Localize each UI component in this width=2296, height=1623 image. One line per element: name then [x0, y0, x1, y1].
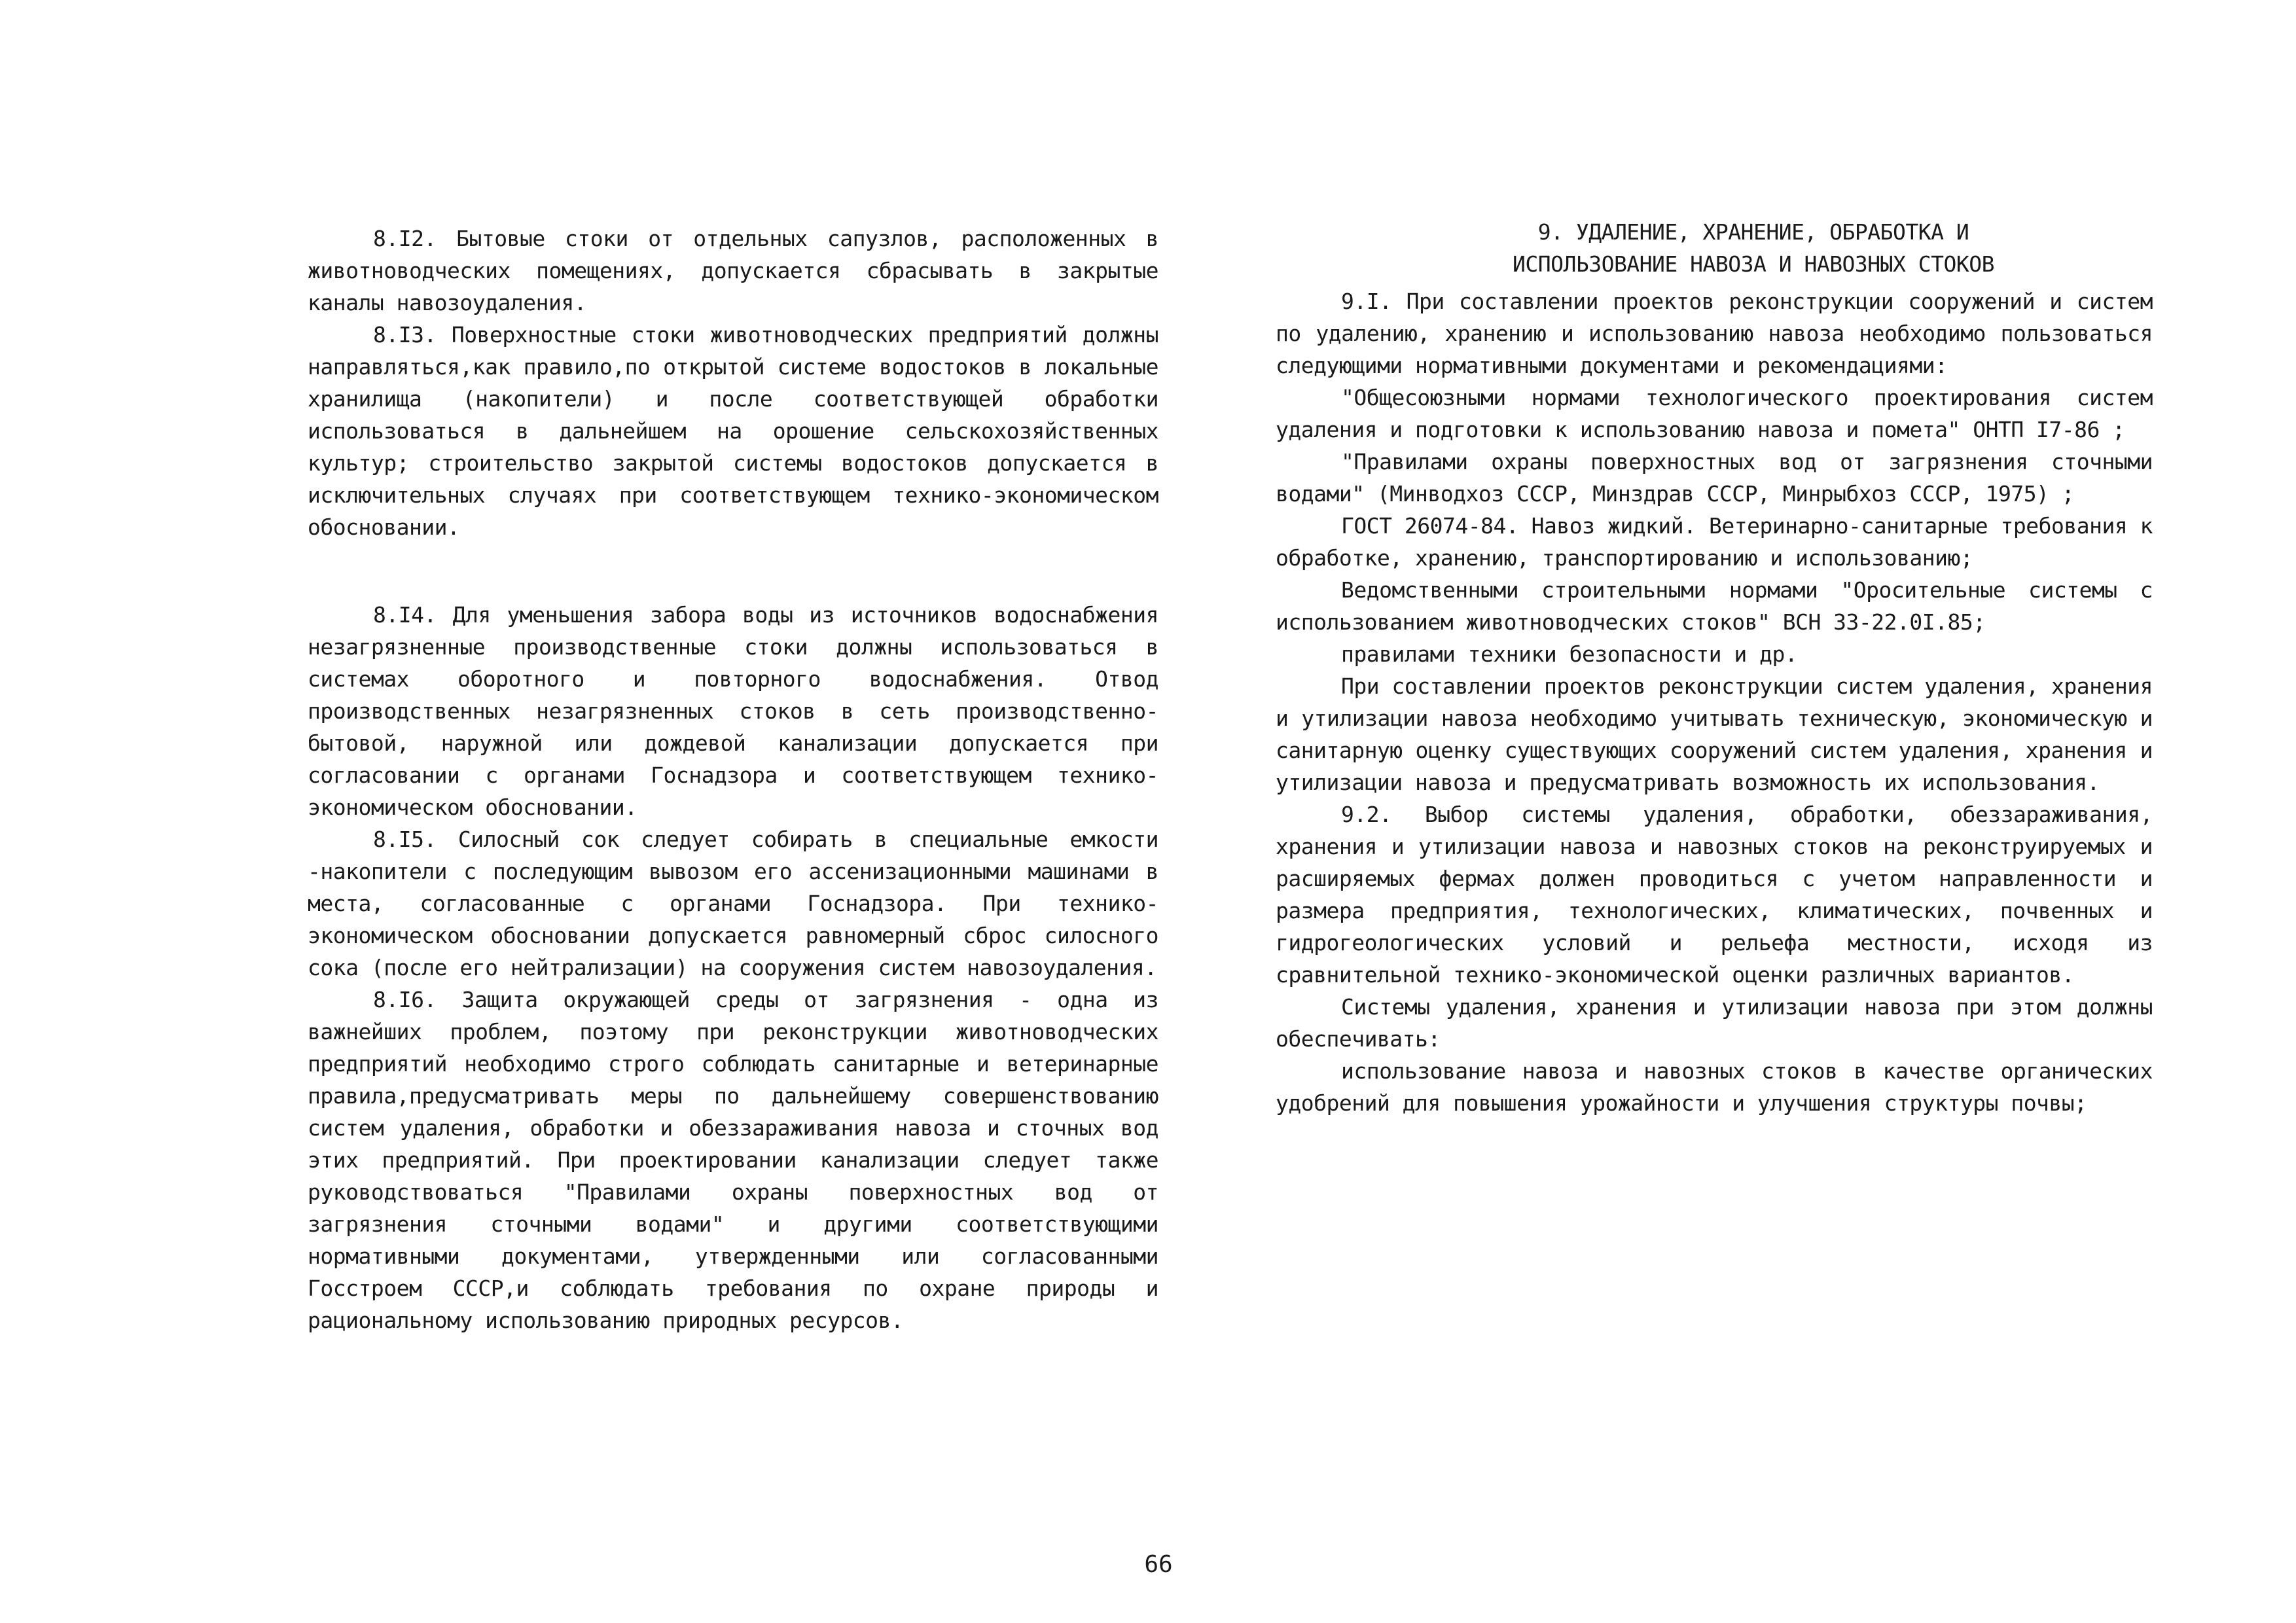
page-number: 66 [1144, 1551, 1173, 1578]
paragraph-9-2: 9.2. Выбор системы удаления, обработки, обеззараживания, хранения и утилизации навоза и навозных стоков на реконструируемых и расширяемых фермах должен проводиться с учетом направленности и размера предприятия, технологических, климатических, почвенных и гидрогеологических условий и рельефа местности, исходя из сравнительной технико-экономической оценки различных вариантов. [1276, 802, 2153, 988]
paragraph-gost: ГОСТ 26074-84. Навоз жидкий. Ветеринарно-санитарные требования к обработке, хранению, транспортированию и использованию; [1276, 513, 2153, 571]
left-page-text [308, 223, 1158, 1336]
section-heading-line-2: ИСПОЛЬЗОВАНИЕ НАВОЗА И НАВОЗНЫХ СТОКОВ [1513, 251, 1994, 277]
paragraph-8-12: 8.I2. Бытовые стоки от отдельных сапузлов, расположенных в животноводческих помещениях, допускается сбрасывать в закрытые каналы навозоудаления. [308, 226, 1158, 315]
paragraph-systems-requirements: Системы удаления, хранения и утилизации навоза при этом должны обеспечивать: [1276, 994, 2153, 1052]
paragraph-8-14: 8.I4. Для уменьшения забора воды из источников водоснабжения незагрязненные производственные стоки должны использоваться в системах оборотного и повторного водоснабжения. Отвод производственных незагрязненных стоков в сеть производственно-бытовой, наружной или дождевой канализации допускается при согласовании с органами Госнадзора и соответствующем технико-экономическом обосновании. [308, 602, 1158, 820]
paragraph-fertilizer-use: использование навоза и навозных стоков в качестве органических удобрений для повышения урожайности и улучшения структуры почвы; [1276, 1058, 2153, 1116]
paragraph-8-15: 8.I5. Силосный сок следует собирать в специальные емкости -накопители с последующим вывозом его ассенизационными машинами в места, согласованные с органами Госнадзора. При технико-экономическом обосновании допускается равномерный сброс силосного сока (после его нейтрализации) на сооружения систем навозоудаления. [308, 827, 1158, 980]
paragraph-safety-rules: правилами техники безопасности и др. [1341, 641, 1798, 667]
right-page-text [1276, 216, 2153, 1119]
paragraph-vsn: Ведомственными строительными нормами "Оросительные системы с использованием животноводческих стоков" ВСН 33-22.0I.85; [1276, 577, 2153, 635]
paragraph-reconstruction-projects: При составлении проектов реконструкции систем удаления, хранения и утилизации навоза необходимо учитывать техническую, экономическую и санитарную оценку существующих сооружений систем удаления, хранения и утилизации навоза и предусматривать возможность их использования. [1276, 673, 2153, 795]
paragraph-8-13: 8.I3. Поверхностные стоки животноводческих предприятий должны направляться,как правило,по открытой системе водостоков в локальные хранилища (накопители) и после соответствующей обработки использоваться в дальнейшем на орошение сельскохозяйственных культур; строительство закрытой системы водостоков допускается в исключительных случаях при соответствующем технико-экономическом обосновании. [308, 322, 1158, 540]
paragraph-9-1: 9.I. При составлении проектов реконструкции сооружений и систем по удалению, хранению и использованию навоза необходимо пользоваться следующими нормативными документами и рекомендациями: [1276, 289, 2153, 378]
right-page [1148, 0, 2296, 1623]
paragraph-ontp: "Общесоюзными нормами технологического проектирования систем удаления и подготовки к использованию навоза и помета" ОНТП I7-86 ; [1276, 385, 2153, 442]
section-heading [1276, 216, 2153, 280]
paragraph-8-16: 8.I6. Защита окружающей среды от загрязнения - одна из важнейших проблем, поэтому при реконструкции животноводческих предприятий необходимо строго соблюдать санитарные и ветеринарные правила,предусматривать меры по дальнейшему совершенствованию систем удаления, обработки и обеззараживания навоза и сточных вод этих предприятий. При проектировании канализации следует также руководствоваться "Правилами охраны поверхностных вод от загрязнения сточными водами" и другими соответствующими нормативными документами, утвержденными или согласованными Госстроем СССР,и соблюдать требования по охране природы и рациональному использованию природных ресурсов. [308, 987, 1158, 1333]
section-heading-line-1: 9. УДАЛЕНИЕ, ХРАНЕНИЕ, ОБРАБОТКА И [1537, 219, 1969, 245]
paragraph-water-rules: "Правилами охраны поверхностных вод от загрязнения сточными водами" (Минводхоз СССР, Минздрав СССР, Минрыбхоз СССР, 1975) ; [1276, 449, 2153, 507]
